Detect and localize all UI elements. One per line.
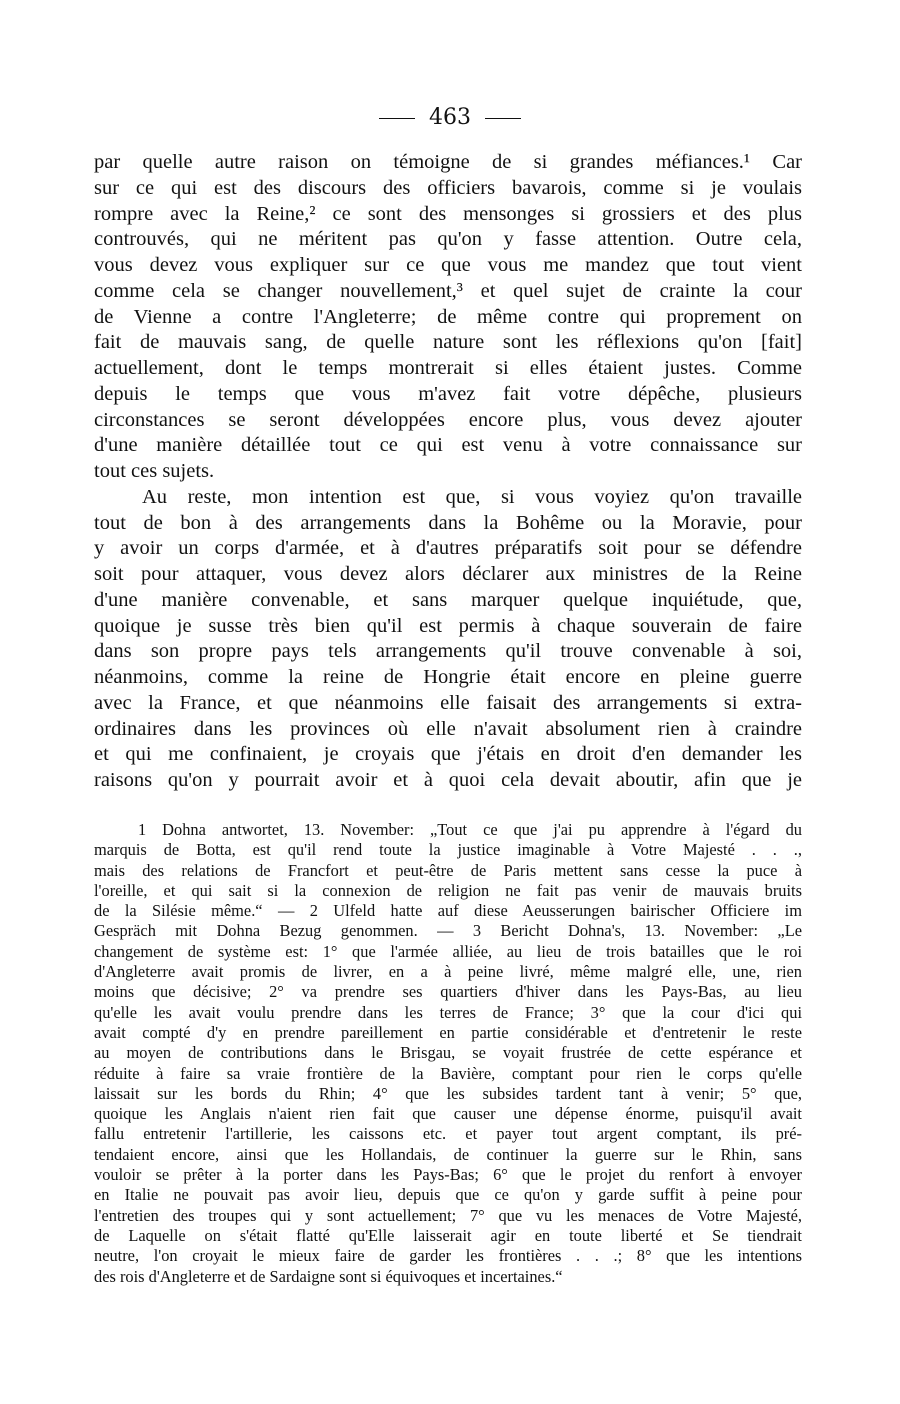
body-line: et qui me confinaient, je croyais que j'étais en droit d'en demander les — [94, 743, 802, 766]
body-line: raisons qu'on y pourrait avoir et à quoi cela devait aboutir, afin que je — [94, 769, 802, 791]
footnote-line: tendaient encore, ainsi que les Hollandais, de continuer la guerre sur le Rhin, sans — [94, 1144, 802, 1164]
body-line: tout de bon à des arrangements dans la Bohême ou la Moravie, pour — [94, 511, 802, 534]
body-text — [94, 150, 802, 794]
header-dash-right — [485, 118, 521, 119]
body-line: néanmoins, comme la reine de Hongrie était encore en pleine guerre — [94, 666, 802, 688]
body-line: soit pour attaquer, vous devez alors déclarer aux ministres de la Reine — [94, 563, 802, 585]
footnote-line: qu'elle les avait voulu prendre dans les terres de France; 3° que la cour d'ici qui — [94, 1002, 802, 1022]
footnote-line: vouloir se prêter à la porter dans les Pays-Bas; 6° que le projet du renfort à envoyer — [94, 1165, 802, 1185]
body-line: controuvés, qui ne méritent pas qu'on y fasse attention. Outre cela, — [94, 228, 802, 251]
footnote-line: au moyen de contributions dans le Brisgau, se voyait frustrée de cette espérance et — [94, 1043, 802, 1063]
body-line: sur ce qui est des discours des officiers bavarois, comme si je voulais — [94, 176, 802, 199]
body-line: dans son propre pays tels arrangements qu'il trouve convenable à soi, — [94, 640, 802, 663]
footnote-line: avait compté d'y en prendre pareillement en partie considérable et d'entretenir le reste — [94, 1022, 802, 1042]
body-line: depuis le temps que vous m'avez fait votre dépêche, plusieurs — [94, 382, 802, 405]
footnote-line: en Italie ne pouvait pas avoir lieu, depuis que ce qu'on y garde suffit à peine pour — [94, 1185, 802, 1205]
body-line: Au reste, mon intention est que, si vous voyiez qu'on travaille — [142, 485, 802, 508]
body-line: tout ces sujets. — [94, 460, 215, 482]
body-line: circonstances se seront développées encore plus, vous devez ajouter — [94, 408, 802, 431]
body-line: par quelle autre raison on témoigne de si grandes méfiances.¹ Car — [94, 151, 802, 173]
body-line: y avoir un corps d'armée, et à d'autres préparatifs soit pour se défendre — [94, 537, 802, 560]
footnote-line: quoique les Anglais n'aient rien fait que causer une dépense énorme, puisqu'il avait — [94, 1104, 802, 1124]
footnote-line: l'entretien des troupes qui y sont actuellement; 7° que vu les menaces de Votre Majesté, — [94, 1205, 802, 1225]
body-line: fait de mauvais sang, de quelle nature sont les réflexions qu'on [fait] — [94, 331, 802, 354]
body-line: quoique je susse très bien qu'il est permis à chaque souverain de faire — [94, 614, 802, 637]
body-line: ordinaires dans les provinces où elle n'avait absolument rien à craindre — [94, 717, 802, 740]
body-line: avec la France, et que néanmoins elle faisait des arrangements si extra- — [94, 691, 802, 714]
body-line: rompre avec la Reine,² ce sont des mensonges si grossiers et des plus — [94, 202, 802, 225]
footnote-line: de Laquelle on s'était flatté qu'Elle laisserait agir en toute liberté et Se tiendrait — [94, 1225, 802, 1245]
footnote-line: fallu entretenir l'artillerie, les caissons etc. et payer tout argent comptant, ils pré- — [94, 1124, 802, 1144]
footnote-line: 1 Dohna antwortet, 13. November: „Tout ce que j'ai pu apprendre à l'égard du — [138, 820, 802, 839]
body-line: comme cela se changer nouvellement,³ et quel sujet de crainte la cour — [94, 279, 802, 302]
body-line: actuellement, dont le temps montrerait si elles étaient justes. Comme — [94, 357, 802, 379]
footnote-line: marquis de Botta, est qu'il rend toute la justice imaginable à Votre Majesté . . ., — [94, 840, 802, 860]
body-line: d'une manière convenable, et sans marquer quelque inquiétude, que, — [94, 588, 802, 611]
footnote-line: moins que décisive; 2° va prendre ses quartiers d'hiver dans les Pays-Bas, au lieu — [94, 982, 802, 1002]
footnote-line: de la Silésie même.“ — 2 Ulfeld hatte auf diese Aeusserungen bairischer Officiere im — [94, 901, 802, 921]
footnote-line: neutre, l'on croyait le mieux faire de garder les frontières . . .; 8° que les intentions — [94, 1246, 802, 1266]
footnote-line: changement de système est: 1° que l'armée alliée, au lieu de trois batailles que le roi — [94, 941, 802, 961]
body-line: vous devez vous expliquer sur ce que vous me mandez que tout vient — [94, 254, 802, 276]
footnote-line: Gespräch mit Dohna Bezug genommen. — 3 Bericht Dohna's, 13. November: „Le — [94, 921, 802, 941]
footnote-line: mais des relations de Francfort et peut-être de Paris mettent sans cesse la puce à — [94, 860, 802, 880]
page-header — [0, 104, 900, 132]
footnote-line: l'oreille, et qui sait si la connexion de religion ne fait pas venir de mauvais bruits — [94, 880, 802, 900]
header-dash-left — [379, 118, 415, 119]
footnote-line: réduite à faire sa vraie frontière de la Bavière, comptant pour rien le corps qu'elle — [94, 1063, 802, 1083]
body-line: d'une manière détaillée tout ce qui est venu à votre connaissance sur — [94, 434, 802, 457]
body-line: de Vienne a contre l'Angleterre; de même contre qui proprement on — [94, 305, 802, 328]
page-number: 463 — [429, 105, 471, 130]
footnote-line: d'Angleterre avait promis de livrer, en a à peine livré, même malgré elle, une, rien — [94, 962, 802, 982]
footnote-line: des rois d'Angleterre et de Sardaigne sont si équivoques et incertaines.“ — [94, 1266, 563, 1286]
footnotes — [94, 820, 802, 1287]
footnote-line: laissait sur les bords du Rhin; 4° que les subsides tardent tant à venir; 5° que, — [94, 1083, 802, 1103]
